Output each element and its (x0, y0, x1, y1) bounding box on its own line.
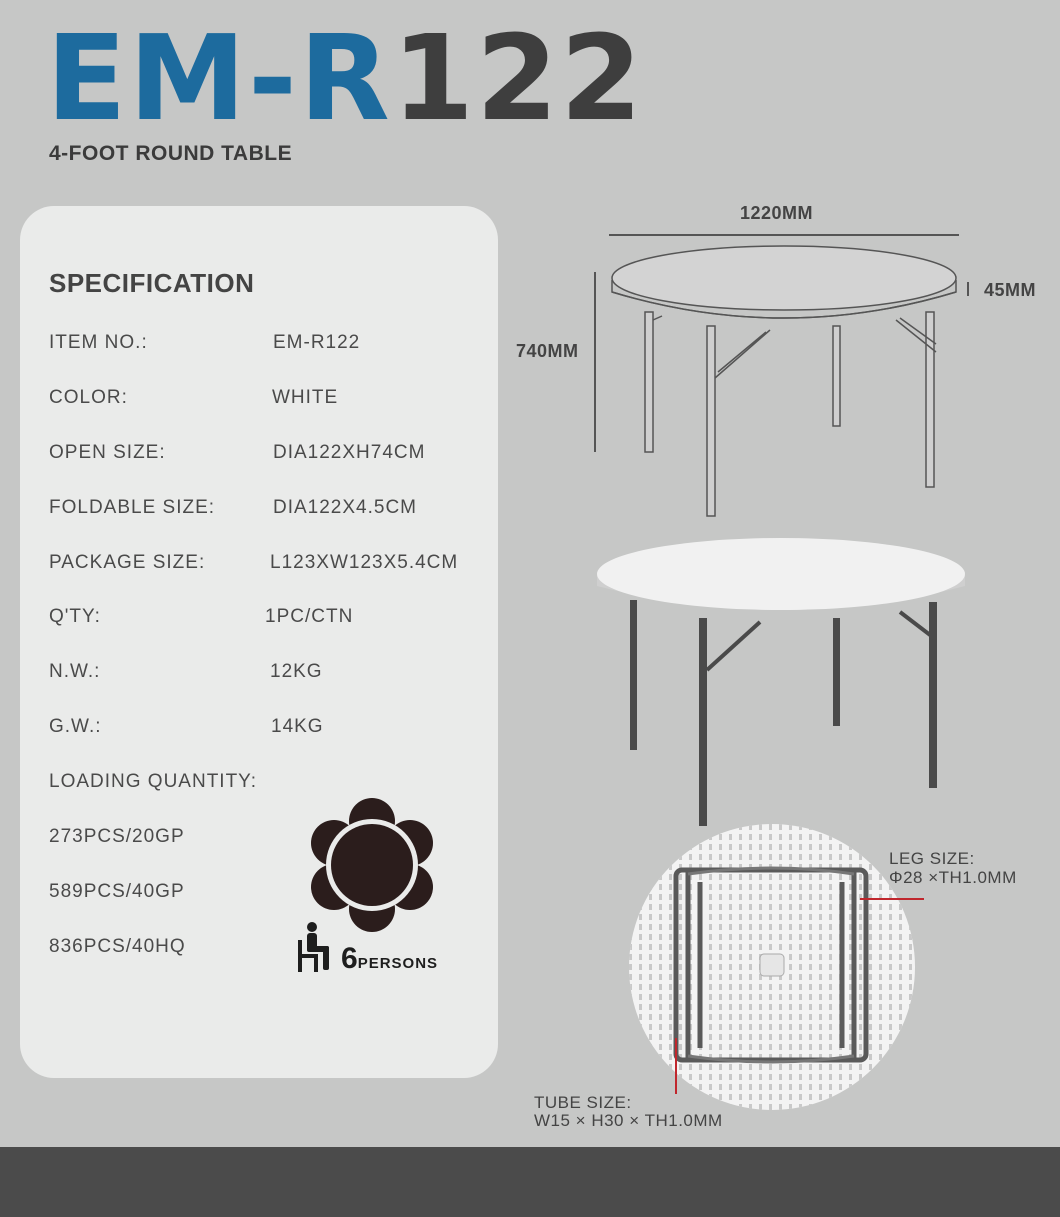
spec-value-nw: 12KG (270, 661, 323, 682)
leg-size-value: Φ28 ×TH1.0MM (889, 868, 1017, 887)
spec-label-qty: Q'TY: (49, 606, 101, 627)
height-dimension-line (594, 272, 596, 452)
product-title (46, 9, 645, 147)
tube-size-value: W15 × H30 × TH1.0MM (534, 1111, 723, 1130)
leg-size-title: LEG SIZE: (889, 849, 975, 868)
spec-label-item-no: ITEM NO.: (49, 332, 148, 353)
persons-count (341, 942, 438, 976)
spec-label-color: COLOR: (49, 387, 128, 408)
spec-label-open-size: OPEN SIZE: (49, 442, 166, 463)
loading-quantity-label: LOADING QUANTITY: (49, 771, 258, 792)
persons-word: PERSONS (357, 955, 439, 972)
loading-40gp: 589PCS/40GP (49, 881, 185, 902)
spec-label-gw: G.W.: (49, 716, 102, 737)
width-dimension-label: 1220MM (740, 203, 814, 223)
seated-person-icon (298, 922, 332, 974)
specification-heading: SPECIFICATION (49, 268, 255, 298)
table-line-drawing (600, 240, 980, 530)
title-number: 122 (391, 9, 645, 147)
table-product-image (590, 530, 975, 830)
spec-value-qty: 1PC/CTN (265, 606, 354, 627)
spec-value-item-no: EM-R122 (273, 332, 361, 353)
table-underside-image (626, 822, 918, 1112)
title-prefix: EM-R (46, 9, 392, 147)
leg-callout-line (860, 898, 924, 900)
width-dimension-line (609, 234, 959, 236)
loading-40hq: 836PCS/40HQ (49, 936, 186, 957)
persons-number: 6 (341, 942, 358, 975)
tube-callout-line (675, 1038, 677, 1094)
spec-value-package-size: L123XW123X5.4CM (270, 552, 459, 573)
spec-label-foldable-size: FOLDABLE SIZE: (49, 497, 216, 518)
spec-value-foldable-size: DIA122X4.5CM (273, 497, 418, 518)
spec-label-package-size: PACKAGE SIZE: (49, 552, 206, 573)
product-subtitle: 4-FOOT ROUND TABLE (49, 142, 293, 165)
height-dimension-label: 740MM (516, 341, 579, 361)
spec-value-color: WHITE (272, 387, 339, 408)
bottom-bar (0, 1147, 1060, 1217)
loading-20gp: 273PCS/20GP (49, 826, 185, 847)
tube-size-title: TUBE SIZE: (534, 1093, 632, 1112)
thickness-dimension-label: 45MM (984, 280, 1037, 300)
spec-value-open-size: DIA122XH74CM (273, 442, 426, 463)
spec-value-gw: 14KG (271, 716, 324, 737)
seating-layout-icon (306, 796, 440, 934)
spec-label-nw: N.W.: (49, 661, 101, 682)
